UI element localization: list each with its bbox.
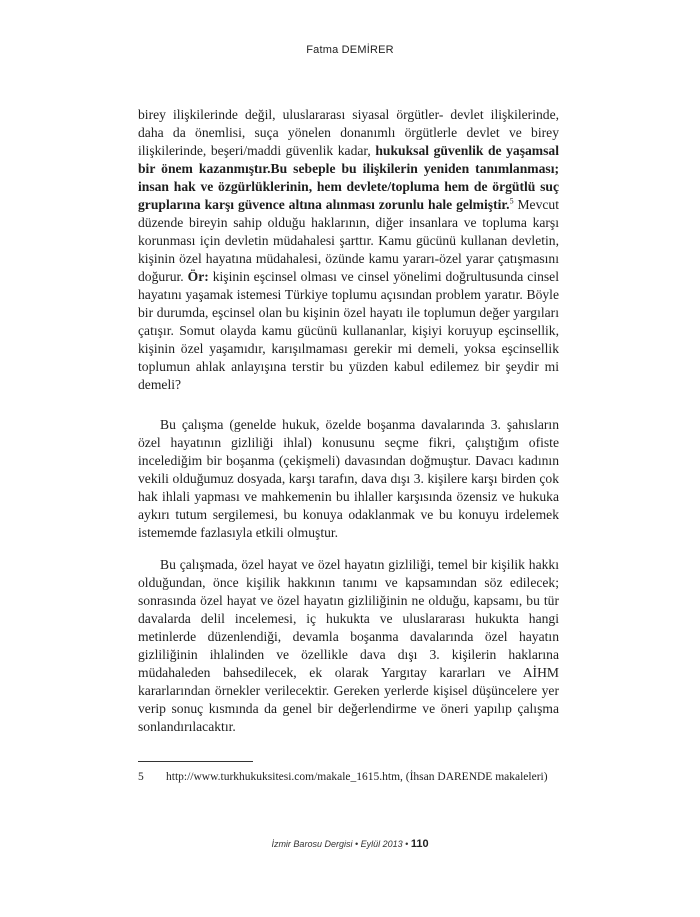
running-header-author: Fatma DEMİRER [306, 44, 394, 56]
body-paragraph-1 [138, 106, 559, 394]
paragraph-1-text-a: birey ilişkilerinde değil, uluslararası siyasal örgütler- devlet ilişkilerinde, daha da önemlisi, suça yönelen donanımlı örgütlerle devlet ve birey ilişkilerinde, beşeri/maddi güvenlik kadar, [138, 107, 559, 158]
body-paragraph-2: Bu çalışma (genelde hukuk, özelde boşanma davalarında 3. şahısların özel hayatının gizliliği ihlal) konusunu seçme fikri, çalıştığım ofiste incelediğim bir boşanma (çekişmeli) davasından doğmuştur. Davacı kadının vekili olduğumuz dosyada, karşı tarafın, dava dışı 3. kişilere karşı birden çok hak ihlali yapması ve mahkemenin bu ihlaller karşısında özensiz ve hukuka aykırı tutum sergilemesi, bu konuya odaklanmak ve bu konuyu irdelemek istememde fazlasıyla etkili olmuştur. [138, 417, 559, 540]
journal-name: İzmir Barosu Dergisi • Eylül 2013 • [271, 839, 409, 849]
footnote-number: 5 [138, 771, 144, 783]
footnote-reference[interactable]: 5 [509, 196, 514, 206]
body-paragraph-3: Bu çalışmada, özel hayat ve özel hayatın gizliliği, temel bir kişilik hakkı olduğundan, önce kişilik hakkının tanımı ve kapsamından söz edilecek; sonrasında özel hayat ve özel hayatın gizliliğinin ne olduğu, kapsamı, bu tür davalarda delil incelemesi, iç hukukta ve uluslararası hukukta hangi metinlerde düzenlendiği, devamla boşanma davalarında özel hayatın gizliliğinin ihlalinden ve özellikle dava dışı 3. kişilerin haklarına müdahaleden bahsedilecek, ek olarak Yargıtay kararları ve AİHM kararlarından örnekler verilecektir. Gereken yerlerde kişisel düşüncelere yer verip sonuç kısmında da genel bir değerlendirme ve öneri yapılıp çalışma sonlandırılacaktır. [138, 557, 559, 734]
paragraph-1-text-b: Mevcut düzende bireyin sahip olduğu haklarının, diğer insanlara ve topluma karşı korunması için devletin müdahalesi şarttır. Kamu gücünü kullanan devletin, kişinin özel hayatına müdahalesi, özünde kamu yararı-özel yarar çatışmasını doğurur. [138, 197, 559, 284]
page-number: 110 [410, 838, 429, 850]
footnote [138, 770, 559, 785]
footnote-text[interactable]: http://www.turkhukuksitesi.com/makale_1615.htm, (İhsan DARENDE makaleleri) [166, 771, 548, 783]
paragraph-1-bold-a: hukuksal güvenlik de yaşamsal bir önem kazanmıştır. [138, 143, 559, 176]
paragraph-1-bold-c: Ör: [187, 269, 209, 284]
paragraph-1-text-c: kişinin eşcinsel olması ve cinsel yönelimi doğrultusunda cinsel hayatını yaşamak istemesi Türkiye toplumu açısından problem yaratır. Böyle bir durumda, eşcinsel olan bu kişinin özel hayatı ile toplumun değer yargıları çatışır. Somut olayda kamu gücünü kullananlar, kişiyi koruyup eşcinsellik, kişinin özel yaşamıdır, karışılmaması gerekir mi demeli, yoksa eşcinsellik toplumun ahlak anlayışına terstir bu yüzden kabul edilemez bir şeydir mi demeli? [138, 269, 559, 392]
paragraph-1-bold-b: Bu sebeple bu ilişkilerin yeniden tanımlanması; insan hak ve özgürlüklerinin, hem devlete/topluma hem de örgütlü suç gruplarına karşı güvence altına alınması zorunlu hale gelmiştir. [138, 161, 559, 212]
footnote-divider [138, 761, 253, 762]
running-footer [0, 838, 700, 850]
